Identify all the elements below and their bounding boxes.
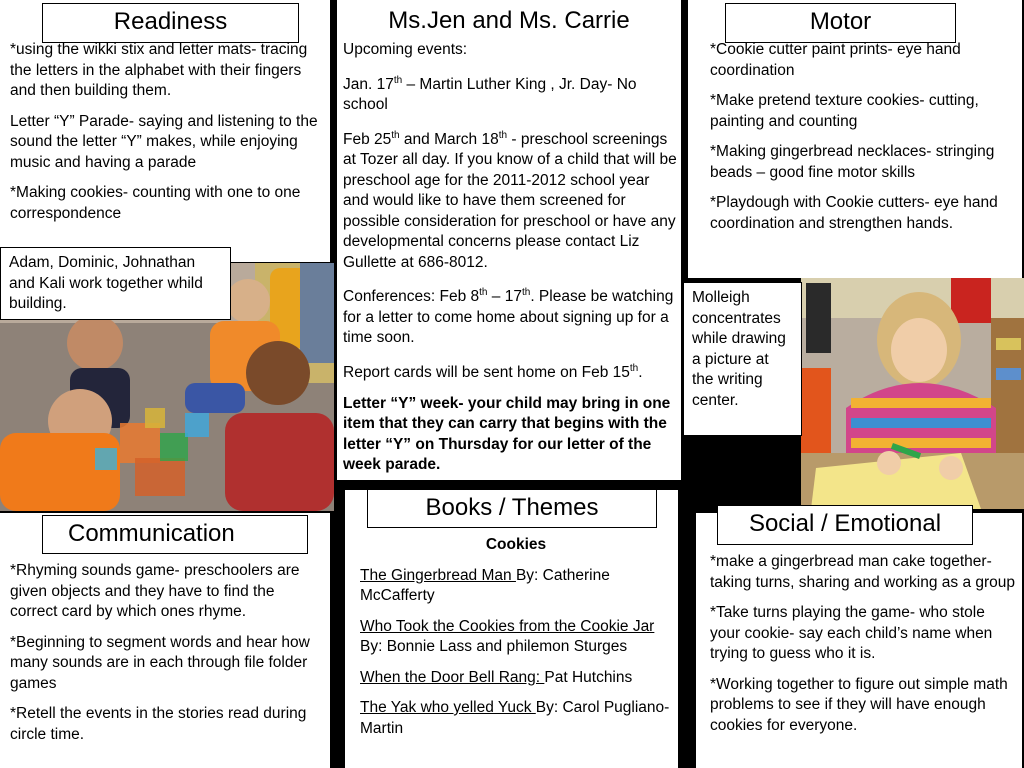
book-item xyxy=(360,566,672,607)
social-item: *Take turns playing the game- who stole your cookie- say each child’s name when trying to guess who it is. xyxy=(710,604,993,662)
communication-item: *Beginning to segment words and hear how many sounds are in each through file folder games xyxy=(10,633,310,692)
book-item xyxy=(360,668,672,689)
event-conferences: Conferences: Feb 8th – 17th. Please be watching for a letter to come home about signing up for a time soon. xyxy=(343,287,674,347)
letter-week-notice: Letter “Y” week- your child may bring in one item that they can carry that begins with the letter “Y” on Thursday for our letter of the week parade. xyxy=(343,394,671,474)
readiness-photo-caption: Adam, Dominic, Johnathan and Kali work together whild building. xyxy=(0,247,231,320)
motor-item: *Playdough with Cookie cutters- eye hand coordination and strengthen hands. xyxy=(710,194,998,232)
event-report-cards: Report cards will be sent home on Feb 15th. xyxy=(343,362,643,382)
book-author: Pat Hutchins xyxy=(544,668,633,686)
social-body xyxy=(710,552,1016,746)
book-author: By: Bonnie Lass and philemon Sturges xyxy=(360,638,628,655)
books-theme: Cookies xyxy=(485,536,547,553)
social-item: *Working together to figure out simple math problems to see if they will have enough cookies for everyone. xyxy=(710,675,1008,734)
drawing-photo xyxy=(801,278,1024,509)
book-item xyxy=(360,698,672,739)
upcoming-heading: Upcoming events: xyxy=(343,41,468,58)
book-title: The Yak who yelled Yuck xyxy=(360,699,536,716)
book-item xyxy=(360,617,672,658)
books-body xyxy=(360,535,672,749)
readiness-item: *Making cookies- counting with one to one correspondence xyxy=(10,184,301,222)
readiness-body xyxy=(10,40,322,234)
communication-title: Communication xyxy=(42,515,308,554)
center-body xyxy=(343,40,679,486)
motor-photo-caption: Molleigh concentrates while drawing a picture at the writing center. xyxy=(683,282,802,436)
book-title: When the Door Bell Rang: xyxy=(360,668,545,686)
motor-body xyxy=(710,40,1015,244)
readiness-item: *using the wikki stix and letter mats- tracing the letters in the alphabet with their fingers and then building them. xyxy=(10,41,308,99)
communication-item: *Retell the events in the stories read during circle time. xyxy=(10,705,307,743)
readiness-item: Letter “Y” Parade- saying and listening to the sound the letter “Y” makes, while enjoying music and having a parade xyxy=(10,112,318,171)
motor-item: *Make pretend texture cookies- cutting, painting and counting xyxy=(710,92,979,130)
books-title: Books / Themes xyxy=(367,489,657,528)
readiness-title: Readiness xyxy=(42,3,299,43)
book-author: By: Carol Pugliano-Martin xyxy=(360,699,670,737)
center-title: Ms.Jen and Ms. Carrie xyxy=(388,7,630,34)
event-jan: Jan. 17th – Martin Luther King , Jr. Day- No school xyxy=(343,74,637,114)
motor-item: *Cookie cutter paint prints- eye hand coordination xyxy=(710,41,961,79)
book-title: Who Took the Cookies from the Cookie Jar xyxy=(360,617,655,635)
communication-body xyxy=(10,561,322,755)
social-item: *make a gingerbread man cake together- taking turns, sharing and working as a group xyxy=(710,553,1016,591)
book-title: The Gingerbread Man xyxy=(360,566,516,584)
communication-item: *Rhyming sounds game- preschoolers are given objects and they have to find the correct card by which ones rhyme. xyxy=(10,562,300,620)
event-feb: Feb 25th and March 18th - preschool screenings at Tozer all day. If you know of a child that will be preschool age for the 2011-2012 school year and would like to have them screened for possible consideration for preschool or have any developmental concerns please contact Liz Gullette at 686-8012. xyxy=(343,129,677,271)
social-title: Social / Emotional xyxy=(717,505,973,545)
motor-item: *Making gingerbread necklaces- stringing beads – good fine motor skills xyxy=(710,143,995,181)
motor-title: Motor xyxy=(725,3,956,43)
book-author: By: Catherine McCafferty xyxy=(360,566,610,604)
